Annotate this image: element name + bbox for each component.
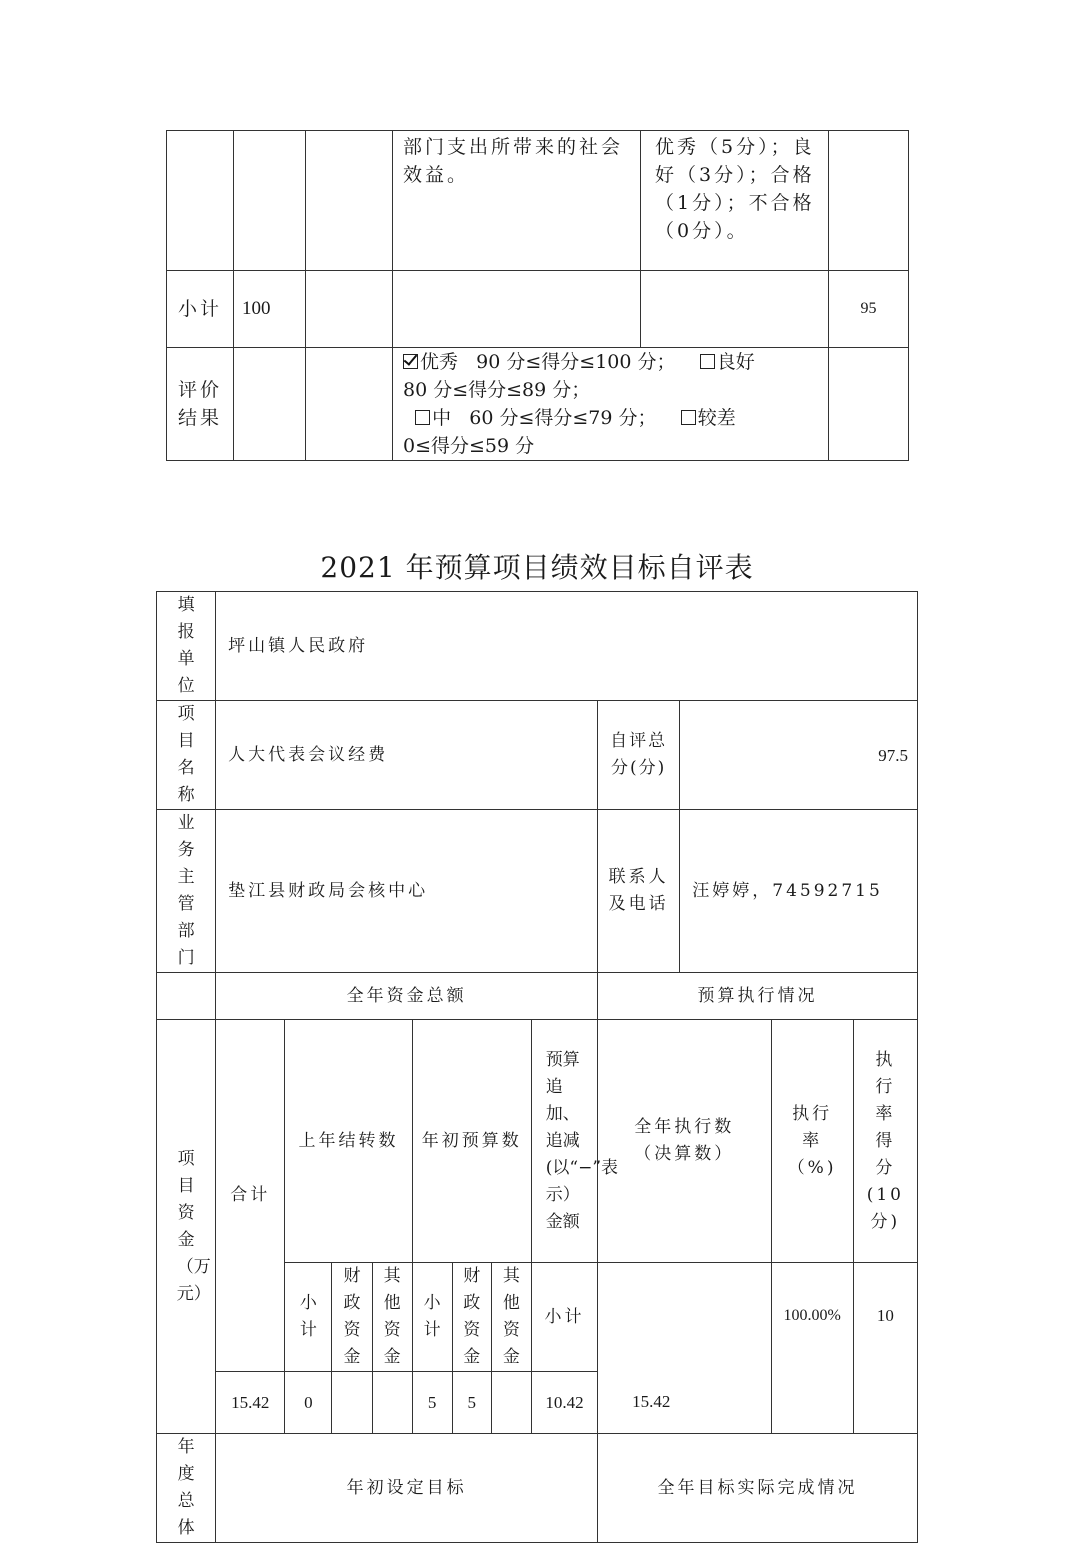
result-options: 优秀 90 分≤得分≤100 分； 良好 80 分≤得分≤89 分； 中 60 分≤得分≤79 分； 较差 0≤得分≤59 分 [393, 348, 829, 461]
indicator-description: 部门支出所带来的社会效益。 [393, 131, 641, 271]
funds-row-label: 项目资金（万元） [157, 1020, 216, 1434]
good-checkbox[interactable] [700, 354, 715, 369]
adjust-subtotal-header: 小计 [531, 1263, 597, 1372]
medium-checkbox[interactable] [415, 410, 430, 425]
prev-subtotal-header: 小计 [285, 1263, 332, 1372]
subtotal-weight: 100 [234, 271, 306, 348]
adjust-value: 10.42 [531, 1372, 597, 1434]
total-value: 15.42 [216, 1372, 285, 1434]
init-subtotal-header: 小计 [412, 1263, 452, 1372]
rate-score-value: 10 [853, 1263, 917, 1434]
annual-goals-label: 年度总体 [157, 1434, 216, 1543]
prev-subtotal-value: 0 [285, 1372, 332, 1434]
col-total: 合计 [216, 1020, 285, 1372]
funds-total-header: 全年资金总额 [216, 973, 598, 1020]
col-rate-score: 执行率得分(10分) [853, 1020, 917, 1263]
col-initial-budget: 年初预算数 [412, 1020, 531, 1263]
budget-exec-header: 预算执行情况 [598, 973, 918, 1020]
subtotal-label: 小计 [167, 271, 234, 348]
subtotal-score: 95 [829, 271, 909, 348]
init-subtotal-value: 5 [412, 1372, 452, 1434]
prev-fiscal-value [332, 1372, 372, 1434]
init-other-header: 其他资金 [491, 1263, 531, 1372]
score-label: 自评总分(分) [598, 701, 680, 810]
scoring-standard: 优秀（5分）；良好（3分）；合格（1分）；不合格（0分）。 [641, 131, 829, 271]
result-label: 评价结果 [167, 348, 234, 461]
init-fiscal-header: 财政资金 [452, 1263, 491, 1372]
excellent-checkbox[interactable] [403, 354, 418, 369]
score-value: 97.5 [680, 701, 918, 810]
contact-value: 汪婷婷，74592715 [680, 810, 918, 973]
project-label: 项目名称 [157, 701, 216, 810]
col-exec-rate: 执行率（%) [771, 1020, 853, 1263]
prev-other-header: 其他资金 [372, 1263, 412, 1372]
rate-value: 100.00% [771, 1263, 853, 1434]
unit-label: 填报单位 [157, 592, 216, 701]
project-value: 人大代表会议经费 [216, 701, 598, 810]
prev-other-value [372, 1372, 412, 1434]
unit-value: 坪山镇人民政府 [216, 592, 918, 701]
col-prev-carryover: 上年结转数 [285, 1020, 412, 1263]
exec-value: 15.42 [598, 1263, 771, 1434]
prev-evaluation-table [166, 130, 909, 461]
dept-value: 垫江县财政局会核中心 [216, 810, 598, 973]
init-fiscal-value: 5 [452, 1372, 491, 1434]
initial-goals-header: 年初设定目标 [216, 1434, 598, 1543]
page-title: 2021 年预算项目绩效目标自评表 [320, 551, 754, 584]
contact-label: 联系人及电话 [598, 810, 680, 973]
self-evaluation-form [156, 591, 918, 1543]
actual-goals-header: 全年目标实际完成情况 [598, 1434, 918, 1543]
col-adjustment: 预算追加、追减(以“−”表示）金额 [531, 1020, 597, 1263]
dept-label: 业务主管部门 [157, 810, 216, 973]
prev-fiscal-header: 财政资金 [332, 1263, 372, 1372]
init-other-value [491, 1372, 531, 1434]
poor-checkbox[interactable] [681, 410, 696, 425]
col-execution: 全年执行数（决算数） [598, 1020, 771, 1263]
